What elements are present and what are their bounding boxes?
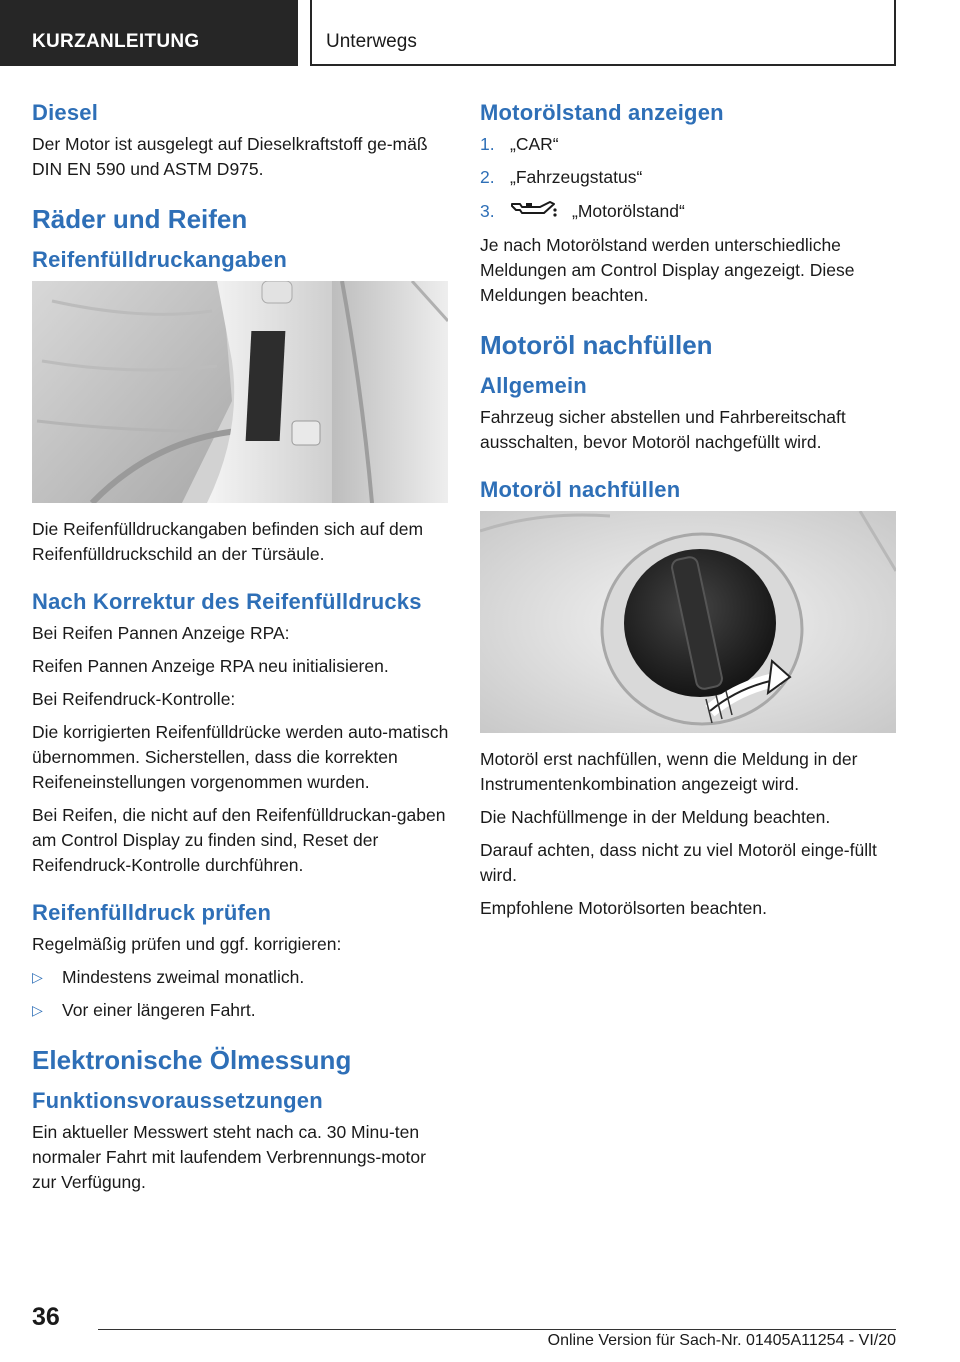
list-item: 3. „Motorölstand“ <box>480 198 898 225</box>
korrektur-paragraph: Bei Reifen Pannen Anzeige RPA: <box>32 623 290 643</box>
list-item: ▷ Vor einer längeren Fahrt. <box>32 998 450 1023</box>
allgemein-text: Fahrzeug sicher abstellen und Fahrbereitschaft ausschalten, bevor Motoröl nachgefüllt wird. <box>480 407 846 452</box>
door-pillar-photo <box>32 281 448 503</box>
section-title: Unterwegs <box>310 0 896 66</box>
funktion-heading: Funktionsvoraussetzungen <box>32 1088 323 1113</box>
pruefen-text: Regelmäßig prüfen und ggf. korrigieren: <box>32 934 342 954</box>
page-header <box>0 0 960 66</box>
nachfuellen-paragraph: Motoröl erst nachfüllen, wenn die Meldung in der Instrumentenkombination angezeigt wird. <box>480 749 858 794</box>
korrektur-paragraph: Bei Reifen, die nicht auf den Reifenfülldruckan-gaben am Control Display zu finden sind, Reset der Reifendruck-Kontrolle durchführen. <box>32 805 446 875</box>
footer-online-version: Online Version für Sach-Nr. 01405A11254 - VI/20 <box>547 1332 896 1349</box>
druckangaben-text: Die Reifenfülldruckangaben befinden sich auf dem Reifenfülldruckschild an der Türsäule. <box>32 519 424 564</box>
korrektur-paragraph: Reifen Pannen Anzeige RPA neu initialisieren. <box>32 656 389 676</box>
nachfuellen-paragraph: Die Nachfüllmenge in der Meldung beachten. <box>480 807 831 827</box>
left-column <box>32 100 450 1203</box>
oil-can-icon <box>510 198 558 225</box>
page-number: 36 <box>32 1303 60 1331</box>
pruefen-heading: Reifenfülldruck prüfen <box>32 900 272 925</box>
diesel-heading: Diesel <box>32 100 99 125</box>
steps-list <box>480 132 898 225</box>
nachfuellen-heading: Motoröl nachfüllen <box>480 330 713 360</box>
list-item: 1. „CAR“ <box>480 134 559 154</box>
list-item: 2. „Fahrzeugstatus“ <box>480 167 643 187</box>
korrektur-paragraph: Bei Reifendruck-Kontrolle: <box>32 689 236 709</box>
chapter-tab: KURZANLEITUNG <box>0 0 298 66</box>
triangle-right-icon: ▷ <box>32 1002 43 1018</box>
druckangaben-heading: Reifenfülldruckangaben <box>32 247 287 272</box>
funktion-text: Ein aktueller Messwert steht nach ca. 30 Minu-ten normaler Fahrt mit laufendem Verbrennungs-motor zur Verfügung. <box>32 1122 426 1192</box>
pruefen-list <box>32 965 450 1023</box>
raeder-heading: Räder und Reifen <box>32 204 248 234</box>
korrektur-paragraph: Die korrigierten Reifenfülldrücke werden auto-matisch übernommen. Sicherstellen, dass die korrekten Reifeneinstellungen vorgenommen wurden. <box>32 722 449 792</box>
anzeigen-text: Je nach Motorölstand werden unterschiedliche Meldungen am Control Display angezeigt. Diese Meldungen beachten. <box>480 235 855 305</box>
triangle-right-icon: ▷ <box>32 969 43 985</box>
right-column <box>480 100 898 929</box>
list-item: ▷ Mindestens zweimal monatlich. <box>32 965 450 990</box>
anzeigen-heading: Motorölstand anzeigen <box>480 100 724 125</box>
allgemein-heading: Allgemein <box>480 373 587 398</box>
korrektur-heading: Nach Korrektur des Reifenfülldrucks <box>32 589 422 614</box>
oil-cap-photo <box>480 511 896 733</box>
diesel-text: Der Motor ist ausgelegt auf Dieselkraftstoff ge-mäß DIN EN 590 und ASTM D975. <box>32 134 428 179</box>
oel-heading: Elektronische Ölmessung <box>32 1045 352 1075</box>
footer-divider <box>98 1329 896 1330</box>
nachfuellen-sub-heading: Motoröl nachfüllen <box>480 477 681 502</box>
nachfuellen-paragraph: Darauf achten, dass nicht zu viel Motoröl einge-füllt wird. <box>480 840 877 885</box>
nachfuellen-paragraph: Empfohlene Motorölsorten beachten. <box>480 898 767 918</box>
